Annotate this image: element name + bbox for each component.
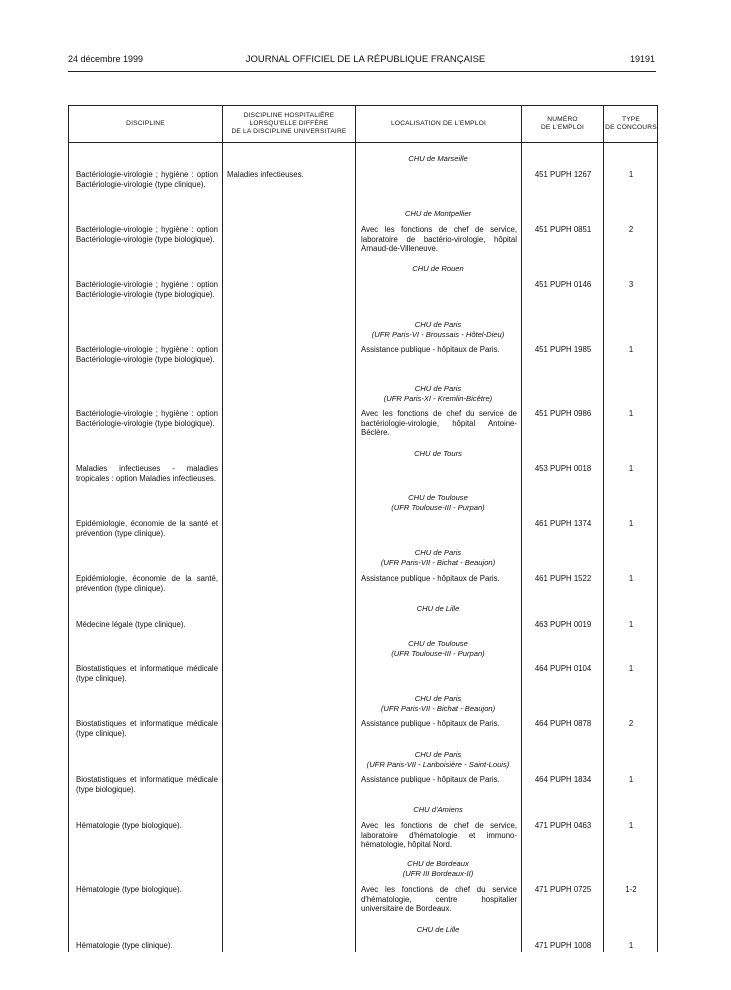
numero-emploi-cell: 464 PUPH 1834 [534, 775, 592, 784]
localisation-description: Assistance publique - hôpitaux de Paris. [361, 574, 500, 583]
localisation-description: Avec les fonctions de chef de service, laboratoire d'hématologie et immuno-hématologie, hôpital Nord. [361, 821, 517, 850]
type-concours-cell: 3 [628, 280, 634, 289]
numero-emploi-cell: 464 PUPH 0878 [534, 719, 592, 728]
discipline-cell: Biostatistiques et informatique médicale (type clinique). [76, 664, 218, 683]
localisation-chu: CHU de Bordeaux (UFR III Bordeaux-II) [402, 859, 474, 878]
numero-emploi-cell: 471 PUPH 1008 [534, 941, 592, 950]
localisation-description: Avec les fonctions de chef du service de bactériologie-virologie, hôpital Antoine-Béclère. [361, 409, 517, 438]
localisation-chu: CHU de Paris (UFR Paris-VII - Bichat - Beaujon) [380, 694, 496, 713]
numero-emploi-cell: 461 PUPH 1374 [534, 519, 592, 528]
localisation-description: Avec les fonctions de chef du service d'hématologie, centre hospitalier universitaire de Bordeaux. [361, 885, 517, 914]
numero-emploi-cell: 451 PUPH 0146 [534, 280, 592, 289]
discipline-cell: Biostatistiques et informatique médicale (type clinique). [76, 719, 218, 738]
type-concours-cell: 1 [628, 574, 634, 583]
type-concours-cell: 1 [628, 821, 634, 830]
localisation-chu: CHU de Rouen [412, 264, 464, 273]
discipline-cell: Bactériologie-virologie ; hygiène : option Bactériologie-virologie (type biologique). [76, 345, 218, 364]
column-header-type: TYPE DE CONCOURS [605, 116, 657, 131]
localisation-chu: CHU de Paris (UFR Paris-VII - Bichat - Beaujon) [380, 548, 496, 567]
page-number: 19191 [629, 54, 655, 64]
column-header-discipline: DISCIPLINE [126, 120, 165, 127]
type-concours-cell: 1 [628, 409, 634, 418]
numero-emploi-cell: 451 PUPH 0851 [534, 225, 592, 234]
localisation-chu: CHU de Toulouse (UFR Toulouse-III - Purpan) [391, 639, 485, 658]
column-header-numero: NUMÉRO DE L'EMPLOI [540, 116, 585, 131]
discipline-cell: Médecine légale (type clinique). [76, 620, 186, 629]
type-concours-cell: 1 [628, 345, 634, 354]
column-header-discipline-hospitaliere: DISCIPLINE HOSPITALIÈRE LORSQU'ELLE DIFFÈRE DE LA DISCIPLINE UNIVERSITAIRE [231, 112, 347, 135]
localisation-description: Assistance publique - hôpitaux de Paris. [361, 345, 500, 354]
discipline-cell: Bactériologie-virologie ; hygiène : option Bactériologie-virologie (type biologique). [76, 280, 218, 299]
column-header-localisation: LOCALISATION DE L'EMPLOI [391, 120, 486, 127]
discipline-cell: Bactériologie-virologie ; hygiène : option Bactériologie-virologie (type biologique). [76, 409, 218, 428]
localisation-chu: CHU de Marseille [408, 154, 468, 163]
localisation-chu: CHU de Tours [414, 449, 462, 458]
type-concours-cell: 1 [628, 775, 634, 784]
numero-emploi-cell: 463 PUPH 0019 [534, 620, 592, 629]
numero-emploi-cell: 464 PUPH 0104 [534, 664, 592, 673]
discipline-hospitaliere-cell: Maladies infectieuses. [227, 170, 304, 179]
discipline-cell: Hématologie (type biologique). [76, 885, 182, 894]
discipline-cell: Hématologie (type clinique). [76, 941, 173, 950]
discipline-cell: Epidémiologie, économie de la santé et prévention (type clinique). [76, 519, 218, 538]
type-concours-cell: 2 [628, 719, 634, 728]
localisation-chu: CHU de Lille [416, 604, 460, 613]
discipline-cell: Hématologie (type biologique). [76, 821, 182, 830]
numero-emploi-cell: 461 PUPH 1522 [534, 574, 592, 583]
discipline-cell: Biostatistiques et informatique médicale (type biologique). [76, 775, 218, 794]
numero-emploi-cell: 451 PUPH 1985 [534, 345, 592, 354]
type-concours-cell: 1 [628, 620, 634, 629]
type-concours-cell: 2 [628, 225, 634, 234]
type-concours-cell: 1 [628, 664, 634, 673]
localisation-chu: CHU de Lille [416, 925, 460, 934]
numero-emploi-cell: 471 PUPH 0463 [534, 821, 592, 830]
numero-emploi-cell: 451 PUPH 0986 [534, 409, 592, 418]
header-date: 24 décembre 1999 [68, 54, 144, 64]
type-concours-cell: 1 [628, 170, 634, 179]
localisation-description: Avec les fonctions de chef de service, laboratoire de bactério-virologie, hôpital Arnaud-de-Villeneuve. [361, 225, 517, 254]
type-concours-cell: 1 [628, 519, 634, 528]
discipline-cell: Epidémiologie, économie de la santé, prévention (type clinique). [76, 574, 218, 593]
localisation-chu: CHU de Montpellier [404, 209, 472, 218]
type-concours-cell: 1-2 [625, 885, 637, 894]
localisation-chu: CHU de Paris (UFR Paris-XI - Kremlin-Bicêtre) [383, 384, 493, 403]
discipline-cell: Maladies infectieuses - maladies tropicales : option Maladies infectieuses. [76, 464, 218, 483]
discipline-cell: Bactériologie-virologie ; hygiène : option Bactériologie-virologie (type biologique). [76, 225, 218, 244]
localisation-description: Assistance publique - hôpitaux de Paris. [361, 775, 500, 784]
numero-emploi-cell: 453 PUPH 0018 [534, 464, 592, 473]
localisation-chu: CHU de Toulouse (UFR Toulouse-III - Purpan) [391, 493, 485, 512]
type-concours-cell: 1 [628, 464, 634, 473]
localisation-chu: CHU de Paris (UFR Paris-VI - Broussais - Hôtel-Dieu) [371, 320, 505, 339]
localisation-chu: CHU d'Amiens [413, 805, 463, 814]
journal-title: JOURNAL OFFICIEL DE LA RÉPUBLIQUE FRANÇAISE [245, 54, 486, 65]
type-concours-cell: 1 [628, 941, 634, 950]
discipline-cell: Bactériologie-virologie ; hygiène : option Bactériologie-virologie (type clinique). [76, 170, 218, 189]
numero-emploi-cell: 451 PUPH 1267 [534, 170, 592, 179]
numero-emploi-cell: 471 PUPH 0725 [534, 885, 592, 894]
localisation-chu: CHU de Paris (UFR Paris-VII - Lariboisière - Saint-Louis) [366, 750, 510, 769]
localisation-description: Assistance publique - hôpitaux de Paris. [361, 719, 500, 728]
